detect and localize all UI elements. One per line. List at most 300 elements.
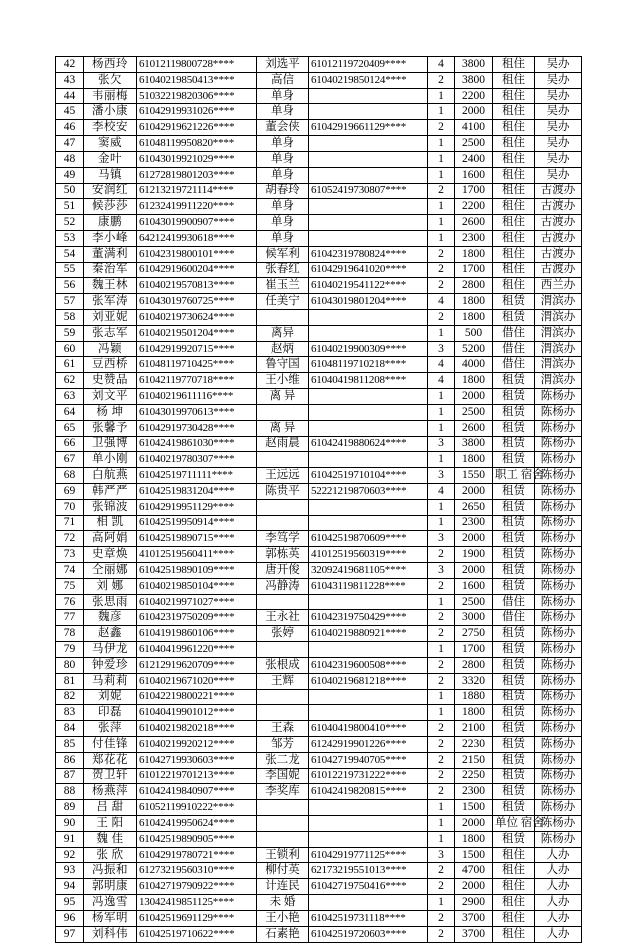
applicant-id-cell: 61040219611116**** — [137, 389, 257, 405]
income-cell: 2100 — [455, 721, 493, 737]
spouse-id-cell: 61042419820815**** — [309, 784, 428, 800]
household-count-cell: 1 — [428, 104, 455, 120]
household-count-cell: 1 — [428, 515, 455, 531]
income-cell: 2900 — [455, 895, 493, 911]
applicant-id-cell: 61040219780307**** — [137, 452, 257, 468]
income-cell: 3000 — [455, 610, 493, 626]
office-cell: 陈杨办 — [535, 673, 582, 689]
housing-type-cell: 租赁 — [493, 452, 535, 468]
table-row — [56, 357, 582, 373]
spouse-name-cell: 单身 — [257, 230, 309, 246]
applicant-name-cell: 张军涛 — [84, 294, 137, 310]
office-cell: 陈杨办 — [535, 420, 582, 436]
row-number-cell: 46 — [56, 120, 84, 136]
income-cell: 500 — [455, 325, 493, 341]
applicant-name-cell: 刘妮 — [84, 689, 137, 705]
office-cell: 渭滨办 — [535, 373, 582, 389]
office-cell: 吴办 — [535, 120, 582, 136]
household-count-cell: 3 — [428, 436, 455, 452]
office-cell: 陈杨办 — [535, 452, 582, 468]
income-cell: 2000 — [455, 483, 493, 499]
table-row — [56, 705, 582, 721]
household-count-cell: 4 — [428, 357, 455, 373]
income-cell: 2750 — [455, 626, 493, 642]
household-count-cell: 1 — [428, 199, 455, 215]
applicant-id-cell: 61040219971027**** — [137, 594, 257, 610]
office-cell: 陈杨办 — [535, 515, 582, 531]
housing-type-cell: 租住 — [493, 136, 535, 152]
applicant-name-cell: 张锦波 — [84, 499, 137, 515]
applicant-id-cell: 61042219800221**** — [137, 689, 257, 705]
spouse-id-cell — [309, 895, 428, 911]
table-row — [56, 262, 582, 278]
spouse-id-cell — [309, 151, 428, 167]
row-number-cell: 78 — [56, 626, 84, 642]
housing-type-cell: 租住 — [493, 246, 535, 262]
household-count-cell: 2 — [428, 578, 455, 594]
housing-type-cell: 租住 — [493, 199, 535, 215]
row-number-cell: 82 — [56, 689, 84, 705]
office-cell: 吴办 — [535, 88, 582, 104]
row-number-cell: 86 — [56, 752, 84, 768]
household-count-cell: 2 — [428, 262, 455, 278]
applicant-name-cell: 印磊 — [84, 705, 137, 721]
applicant-id-cell: 61042919600204**** — [137, 262, 257, 278]
household-count-cell: 4 — [428, 373, 455, 389]
housing-type-cell: 租住 — [493, 215, 535, 231]
income-cell: 3700 — [455, 910, 493, 926]
spouse-id-cell — [309, 642, 428, 658]
housing-type-cell: 借住 — [493, 610, 535, 626]
table-row — [56, 436, 582, 452]
office-cell: 陈杨办 — [535, 468, 582, 484]
spouse-id-cell — [309, 594, 428, 610]
housing-type-cell: 租住 — [493, 262, 535, 278]
row-number-cell: 85 — [56, 736, 84, 752]
applicant-name-cell: 张萍 — [84, 721, 137, 737]
household-count-cell: 1 — [428, 499, 455, 515]
housing-type-cell: 租赁 — [493, 705, 535, 721]
applicant-name-cell: 刘亚妮 — [84, 310, 137, 326]
applicant-name-cell: 付佳锋 — [84, 736, 137, 752]
income-cell: 2300 — [455, 784, 493, 800]
spouse-id-cell — [309, 88, 428, 104]
office-cell: 陈杨办 — [535, 404, 582, 420]
table-row — [56, 879, 582, 895]
spouse-id-cell: 61042719940705**** — [309, 752, 428, 768]
spouse-id-cell: 41012519560319**** — [309, 547, 428, 563]
applicant-id-cell: 61042319800101**** — [137, 246, 257, 262]
income-cell: 1880 — [455, 689, 493, 705]
table-row — [56, 515, 582, 531]
office-cell: 陈杨办 — [535, 689, 582, 705]
housing-type-cell: 租赁 — [493, 373, 535, 389]
office-cell: 渭滨办 — [535, 357, 582, 373]
office-cell: 人办 — [535, 926, 582, 942]
income-cell: 2000 — [455, 879, 493, 895]
housing-type-cell: 租赁 — [493, 736, 535, 752]
housing-type-cell: 租赁 — [493, 404, 535, 420]
spouse-id-cell: 61040219900309**** — [309, 341, 428, 357]
housing-type-cell: 租赁 — [493, 689, 535, 705]
applicant-name-cell: 康鹏 — [84, 215, 137, 231]
applicant-name-cell: 豆西桥 — [84, 357, 137, 373]
table-row — [56, 784, 582, 800]
applicant-id-cell: 61042419950624**** — [137, 816, 257, 832]
applicant-id-cell: 61232419911220**** — [137, 199, 257, 215]
office-cell: 陈杨办 — [535, 816, 582, 832]
housing-type-cell: 租赁 — [493, 768, 535, 784]
applicant-name-cell: 相 凯 — [84, 515, 137, 531]
row-number-cell: 56 — [56, 278, 84, 294]
row-number-cell: 71 — [56, 515, 84, 531]
applicant-id-cell: 61042319750209**** — [137, 610, 257, 626]
spouse-id-cell: 61042719750416**** — [309, 879, 428, 895]
housing-type-cell: 租住 — [493, 57, 535, 73]
spouse-id-cell: 61042319780824**** — [309, 246, 428, 262]
table-row — [56, 847, 582, 863]
table-row — [56, 800, 582, 816]
table-row — [56, 404, 582, 420]
office-cell: 陈杨办 — [535, 721, 582, 737]
row-number-cell: 66 — [56, 436, 84, 452]
income-cell: 2500 — [455, 136, 493, 152]
spouse-id-cell: 61042919661129**** — [309, 120, 428, 136]
applicant-name-cell: 韩严严 — [84, 483, 137, 499]
applicant-id-cell: 61040219671020**** — [137, 673, 257, 689]
applicant-name-cell: 马伊龙 — [84, 642, 137, 658]
table-row — [56, 831, 582, 847]
housing-type-cell: 借住 — [493, 357, 535, 373]
table-row — [56, 499, 582, 515]
housing-type-cell: 租赁 — [493, 784, 535, 800]
spouse-name-cell: 单身 — [257, 167, 309, 183]
applicant-name-cell: 刘 娜 — [84, 578, 137, 594]
spouse-id-cell — [309, 167, 428, 183]
applicant-id-cell: 61042519711111**** — [137, 468, 257, 484]
applicant-name-cell: 刘文平 — [84, 389, 137, 405]
table-row — [56, 736, 582, 752]
housing-records-table — [55, 56, 582, 943]
household-count-cell: 4 — [428, 57, 455, 73]
applicant-id-cell: 61042519691129**** — [137, 910, 257, 926]
office-cell: 陈杨办 — [535, 831, 582, 847]
office-cell: 古渡办 — [535, 199, 582, 215]
applicant-name-cell: 马莉莉 — [84, 673, 137, 689]
row-number-cell: 96 — [56, 910, 84, 926]
income-cell: 1800 — [455, 452, 493, 468]
row-number-cell: 69 — [56, 483, 84, 499]
income-cell: 2600 — [455, 215, 493, 231]
spouse-name-cell: 高信 — [257, 72, 309, 88]
table-row — [56, 895, 582, 911]
household-count-cell: 1 — [428, 151, 455, 167]
household-count-cell: 2 — [428, 926, 455, 942]
income-cell: 2000 — [455, 816, 493, 832]
housing-type-cell: 租住 — [493, 120, 535, 136]
housing-type-cell: 租赁 — [493, 673, 535, 689]
row-number-cell: 92 — [56, 847, 84, 863]
household-count-cell: 1 — [428, 800, 455, 816]
income-cell: 2250 — [455, 768, 493, 784]
housing-type-cell: 租住 — [493, 151, 535, 167]
table-row — [56, 310, 582, 326]
spouse-name-cell: 董会侠 — [257, 120, 309, 136]
office-cell: 渭滨办 — [535, 341, 582, 357]
applicant-name-cell: 张欠 — [84, 72, 137, 88]
spouse-name-cell: 单身 — [257, 88, 309, 104]
applicant-id-cell: 61048119710425**** — [137, 357, 257, 373]
income-cell: 1600 — [455, 578, 493, 594]
spouse-name-cell: 王永社 — [257, 610, 309, 626]
row-number-cell: 76 — [56, 594, 84, 610]
applicant-name-cell: 秦治军 — [84, 262, 137, 278]
table-row — [56, 72, 582, 88]
applicant-id-cell: 61040219820218**** — [137, 721, 257, 737]
row-number-cell: 43 — [56, 72, 84, 88]
table-row — [56, 104, 582, 120]
applicant-name-cell: 郑花花 — [84, 752, 137, 768]
income-cell: 5200 — [455, 341, 493, 357]
spouse-name-cell: 陈贵平 — [257, 483, 309, 499]
office-cell: 陈杨办 — [535, 547, 582, 563]
row-number-cell: 55 — [56, 262, 84, 278]
housing-type-cell: 租赁 — [493, 657, 535, 673]
household-count-cell: 2 — [428, 721, 455, 737]
spouse-name-cell: 单身 — [257, 151, 309, 167]
table-row — [56, 215, 582, 231]
applicant-id-cell: 61043019921029**** — [137, 151, 257, 167]
spouse-id-cell — [309, 499, 428, 515]
spouse-name-cell: 候军利 — [257, 246, 309, 262]
office-cell: 吴办 — [535, 167, 582, 183]
applicant-name-cell: 白航燕 — [84, 468, 137, 484]
spouse-name-cell — [257, 515, 309, 531]
applicant-id-cell: 61042919780721**** — [137, 847, 257, 863]
spouse-name-cell: 胡春玲 — [257, 183, 309, 199]
applicant-id-cell: 61040219920212**** — [137, 736, 257, 752]
spouse-id-cell — [309, 104, 428, 120]
income-cell: 3700 — [455, 926, 493, 942]
applicant-name-cell: 张思雨 — [84, 594, 137, 610]
housing-type-cell: 租赁 — [493, 721, 535, 737]
table-row — [56, 910, 582, 926]
office-cell: 吴办 — [535, 104, 582, 120]
household-count-cell: 1 — [428, 689, 455, 705]
applicant-id-cell: 61040219850413**** — [137, 72, 257, 88]
income-cell: 1800 — [455, 705, 493, 721]
table-row — [56, 199, 582, 215]
spouse-id-cell: 61012219731222**** — [309, 768, 428, 784]
spouse-name-cell: 王辉 — [257, 673, 309, 689]
office-cell: 古渡办 — [535, 183, 582, 199]
table-row — [56, 151, 582, 167]
spouse-name-cell: 单身 — [257, 104, 309, 120]
spouse-name-cell: 唐开俊 — [257, 563, 309, 579]
applicant-id-cell: 41012519560411**** — [137, 547, 257, 563]
applicant-name-cell: 马镇 — [84, 167, 137, 183]
household-count-cell: 2 — [428, 626, 455, 642]
income-cell: 2800 — [455, 278, 493, 294]
income-cell: 2600 — [455, 420, 493, 436]
applicant-name-cell: 卫强博 — [84, 436, 137, 452]
spouse-id-cell — [309, 310, 428, 326]
applicant-id-cell: 61042519831204**** — [137, 483, 257, 499]
table-row — [56, 167, 582, 183]
income-cell: 3800 — [455, 72, 493, 88]
housing-type-cell: 租赁 — [493, 389, 535, 405]
row-number-cell: 50 — [56, 183, 84, 199]
income-cell: 2650 — [455, 499, 493, 515]
housing-type-cell: 单位 宿舍 — [493, 816, 535, 832]
row-number-cell: 49 — [56, 167, 84, 183]
housing-type-cell: 租住 — [493, 863, 535, 879]
office-cell: 古渡办 — [535, 246, 582, 262]
applicant-name-cell: 李小峰 — [84, 230, 137, 246]
household-count-cell: 4 — [428, 483, 455, 499]
housing-type-cell: 租住 — [493, 104, 535, 120]
applicant-name-cell: 钟爱珍 — [84, 657, 137, 673]
household-count-cell: 3 — [428, 531, 455, 547]
office-cell: 古渡办 — [535, 215, 582, 231]
table-row — [56, 483, 582, 499]
spouse-name-cell: 离 异 — [257, 420, 309, 436]
applicant-name-cell: 冯颖 — [84, 341, 137, 357]
table-row — [56, 278, 582, 294]
applicant-id-cell: 61042919621226**** — [137, 120, 257, 136]
applicant-name-cell: 杨西玲 — [84, 57, 137, 73]
spouse-id-cell — [309, 831, 428, 847]
applicant-name-cell: 潘小康 — [84, 104, 137, 120]
row-number-cell: 48 — [56, 151, 84, 167]
office-cell: 吴办 — [535, 136, 582, 152]
office-cell: 陈杨办 — [535, 768, 582, 784]
housing-type-cell: 借住 — [493, 325, 535, 341]
applicant-name-cell: 李校安 — [84, 120, 137, 136]
table-row — [56, 294, 582, 310]
housing-type-cell: 借住 — [493, 341, 535, 357]
applicant-id-cell: 51032219820306**** — [137, 88, 257, 104]
spouse-id-cell — [309, 199, 428, 215]
row-number-cell: 60 — [56, 341, 84, 357]
spouse-id-cell — [309, 136, 428, 152]
spouse-id-cell — [309, 452, 428, 468]
table-row — [56, 452, 582, 468]
spouse-name-cell — [257, 800, 309, 816]
office-cell: 西兰办 — [535, 278, 582, 294]
office-cell: 渭滨办 — [535, 325, 582, 341]
housing-type-cell: 租赁 — [493, 563, 535, 579]
household-count-cell: 3 — [428, 341, 455, 357]
household-count-cell: 1 — [428, 389, 455, 405]
household-count-cell: 2 — [428, 863, 455, 879]
applicant-id-cell: 61043019760725**** — [137, 294, 257, 310]
spouse-name-cell — [257, 452, 309, 468]
income-cell: 2150 — [455, 752, 493, 768]
household-count-cell: 1 — [428, 136, 455, 152]
household-count-cell: 4 — [428, 294, 455, 310]
applicant-name-cell: 刘科伟 — [84, 926, 137, 942]
office-cell: 陈杨办 — [535, 610, 582, 626]
row-number-cell: 97 — [56, 926, 84, 942]
office-cell: 陈杨办 — [535, 705, 582, 721]
income-cell: 2500 — [455, 594, 493, 610]
table-row — [56, 120, 582, 136]
applicant-name-cell: 赵鑫 — [84, 626, 137, 642]
spouse-name-cell: 刘选平 — [257, 57, 309, 73]
household-count-cell: 1 — [428, 816, 455, 832]
housing-type-cell: 租赁 — [493, 752, 535, 768]
applicant-name-cell: 杨军明 — [84, 910, 137, 926]
spouse-id-cell — [309, 800, 428, 816]
spouse-id-cell — [309, 420, 428, 436]
household-count-cell: 1 — [428, 88, 455, 104]
row-number-cell: 51 — [56, 199, 84, 215]
applicant-id-cell: 61042519950914**** — [137, 515, 257, 531]
office-cell: 陈杨办 — [535, 752, 582, 768]
row-number-cell: 74 — [56, 563, 84, 579]
table-row — [56, 563, 582, 579]
table-row — [56, 626, 582, 642]
applicant-name-cell: 杨 坤 — [84, 404, 137, 420]
spouse-name-cell: 石素艳 — [257, 926, 309, 942]
household-count-cell: 1 — [428, 452, 455, 468]
table-row — [56, 689, 582, 705]
office-cell: 陈杨办 — [535, 436, 582, 452]
income-cell: 1700 — [455, 183, 493, 199]
table-row — [56, 657, 582, 673]
spouse-id-cell: 61052419730807**** — [309, 183, 428, 199]
income-cell: 2300 — [455, 230, 493, 246]
spouse-id-cell — [309, 689, 428, 705]
office-cell: 陈杨办 — [535, 657, 582, 673]
row-number-cell: 72 — [56, 531, 84, 547]
income-cell: 2230 — [455, 736, 493, 752]
office-cell: 陈杨办 — [535, 784, 582, 800]
applicant-id-cell: 61041919860106**** — [137, 626, 257, 642]
table-row — [56, 721, 582, 737]
income-cell: 2000 — [455, 104, 493, 120]
spouse-id-cell: 61043119811228**** — [309, 578, 428, 594]
row-number-cell: 88 — [56, 784, 84, 800]
income-cell: 3320 — [455, 673, 493, 689]
spouse-name-cell — [257, 404, 309, 420]
applicant-name-cell: 窦威 — [84, 136, 137, 152]
spouse-id-cell — [309, 705, 428, 721]
household-count-cell: 2 — [428, 657, 455, 673]
applicant-id-cell: 61042919920715**** — [137, 341, 257, 357]
row-number-cell: 62 — [56, 373, 84, 389]
spouse-id-cell: 61040219541122**** — [309, 278, 428, 294]
household-count-cell: 2 — [428, 673, 455, 689]
applicant-id-cell: 61043019970613**** — [137, 404, 257, 420]
housing-type-cell: 租住 — [493, 72, 535, 88]
housing-type-cell: 租赁 — [493, 310, 535, 326]
housing-type-cell: 租赁 — [493, 831, 535, 847]
spouse-name-cell — [257, 831, 309, 847]
applicant-name-cell: 吕 甜 — [84, 800, 137, 816]
spouse-id-cell: 61042519720603**** — [309, 926, 428, 942]
row-number-cell: 42 — [56, 57, 84, 73]
row-number-cell: 65 — [56, 420, 84, 436]
household-count-cell: 2 — [428, 120, 455, 136]
applicant-id-cell: 61040419901012**** — [137, 705, 257, 721]
applicant-name-cell: 魏 佳 — [84, 831, 137, 847]
office-cell: 陈杨办 — [535, 594, 582, 610]
row-number-cell: 64 — [56, 404, 84, 420]
spouse-name-cell: 李奖库 — [257, 784, 309, 800]
housing-type-cell: 租赁 — [493, 642, 535, 658]
